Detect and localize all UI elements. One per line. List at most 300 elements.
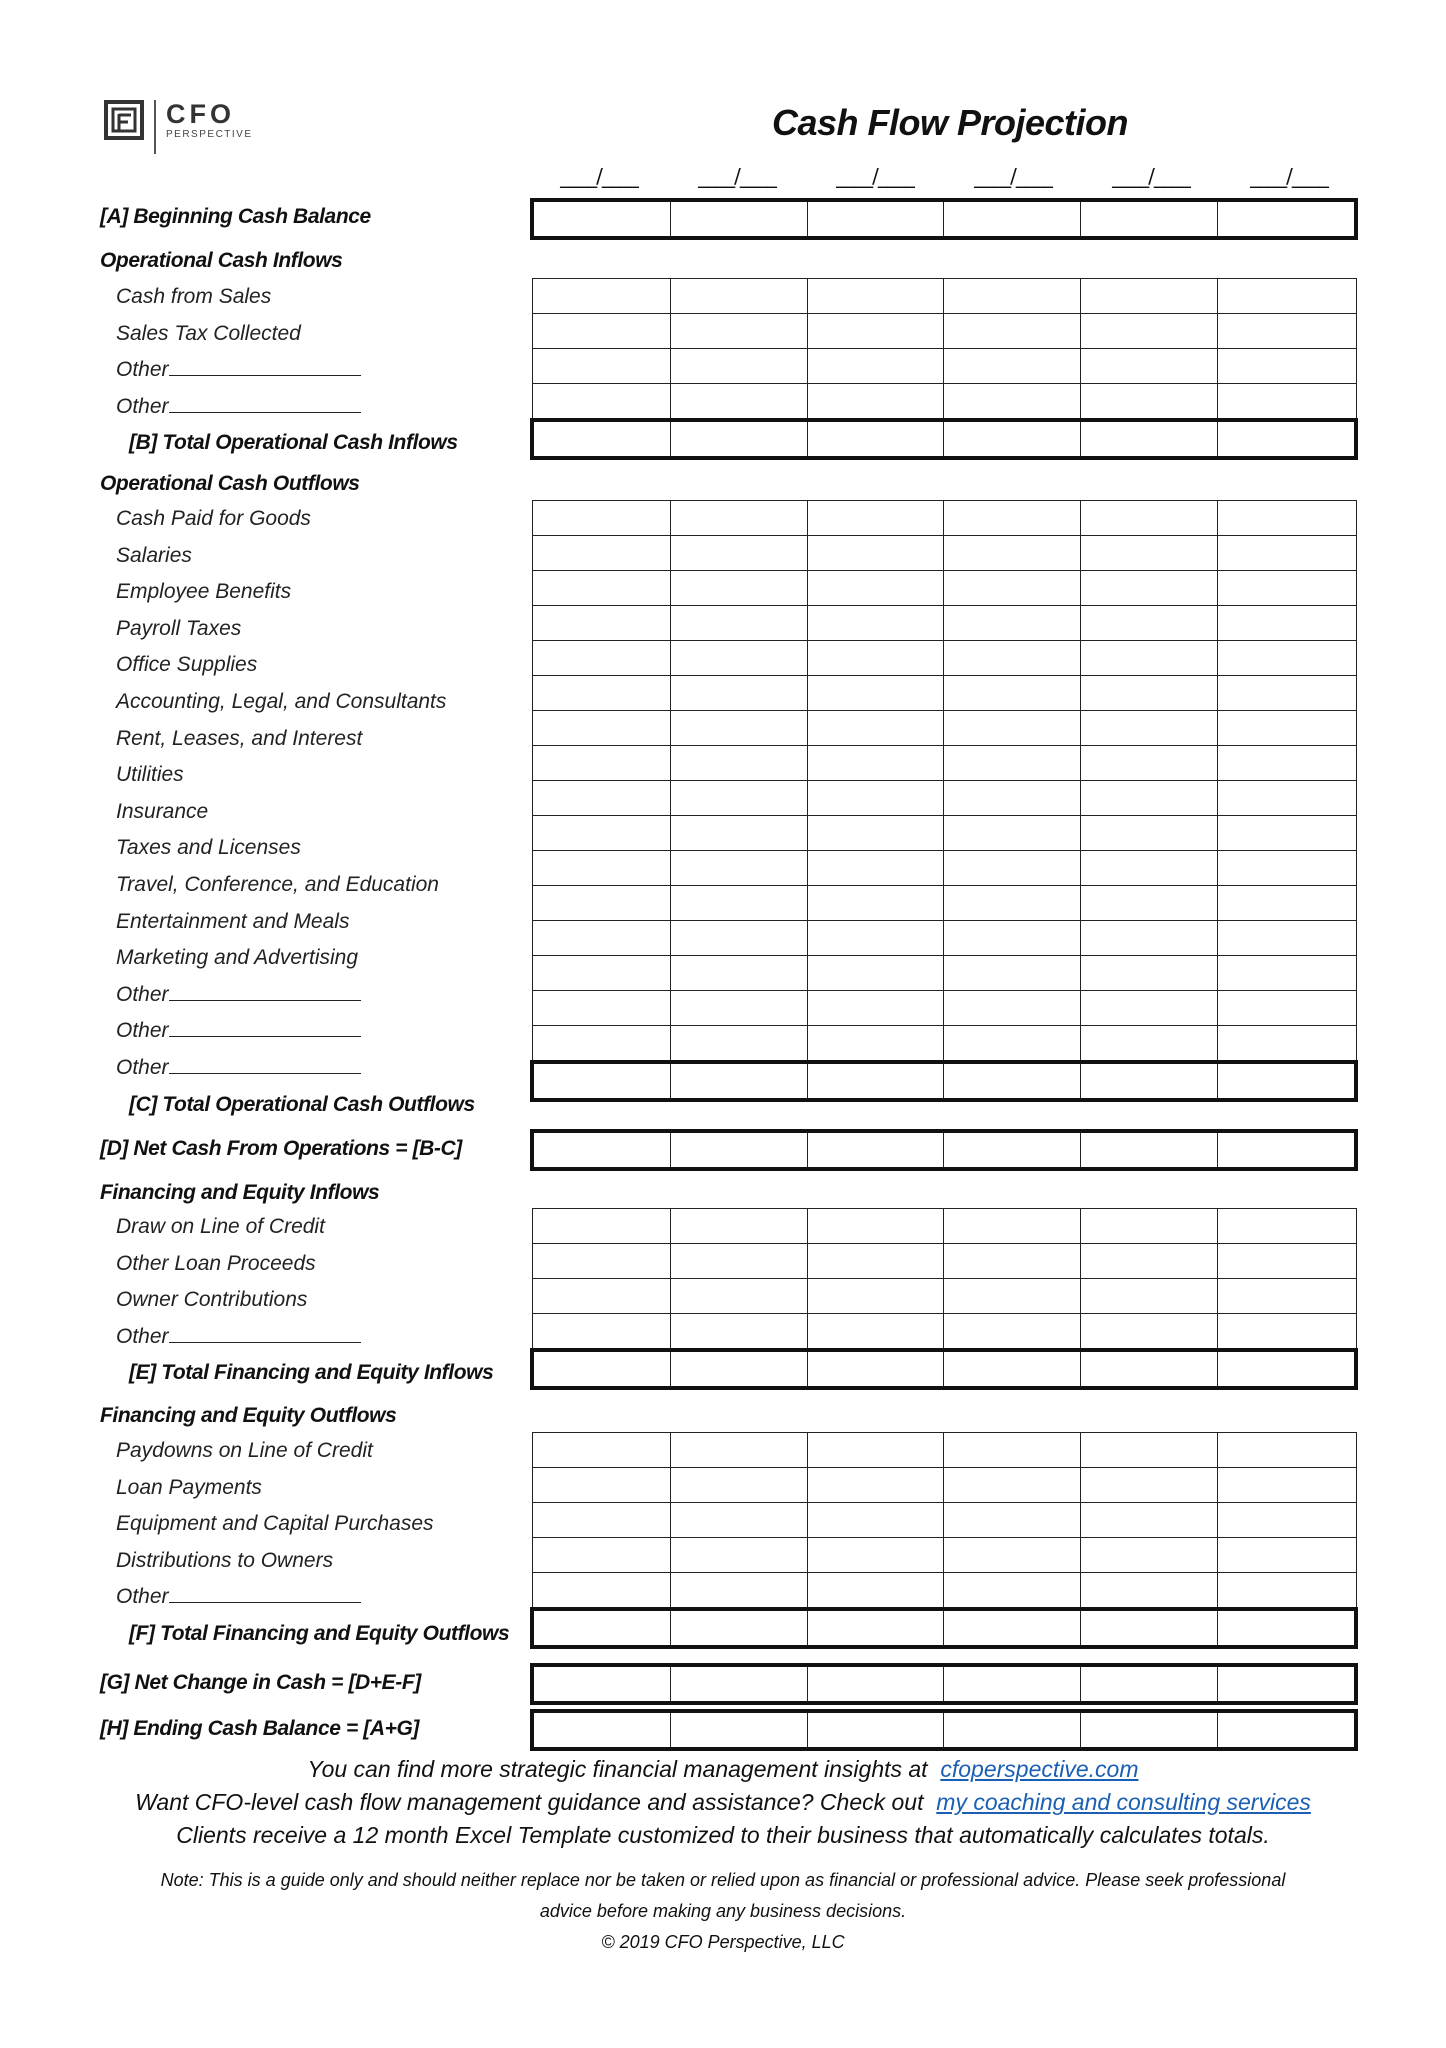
entry-cell[interactable]: [670, 781, 807, 816]
operational-inflows-item-3: [116, 357, 361, 383]
entry-cell[interactable]: [944, 1711, 1081, 1749]
date-header-3[interactable]: ____/____: [836, 164, 914, 188]
entry-cell[interactable]: [1081, 279, 1218, 314]
entry-cell[interactable]: [532, 851, 670, 886]
entry-cell[interactable]: [1218, 420, 1356, 458]
operational-outflows-item-3-text: Employee Benefits: [116, 580, 292, 604]
table-row: [532, 1026, 1356, 1063]
entry-cell[interactable]: [1218, 1665, 1356, 1703]
entry-cell[interactable]: [807, 1433, 944, 1468]
entry-cell[interactable]: [1218, 1609, 1356, 1647]
entry-cell[interactable]: [807, 746, 944, 781]
entry-cell[interactable]: [807, 571, 944, 606]
other-write-in-line[interactable]: [169, 1324, 361, 1343]
entry-cell[interactable]: [1081, 816, 1218, 851]
entry-cell[interactable]: [670, 1314, 807, 1351]
entry-cell[interactable]: [670, 536, 807, 571]
entry-cell[interactable]: [532, 1609, 670, 1647]
entry-cell[interactable]: [944, 1244, 1081, 1279]
net-cash-operations-label-text: [D] Net Cash From Operations = [B-C]: [100, 1137, 462, 1160]
entry-cell[interactable]: [944, 1279, 1081, 1314]
entry-cell[interactable]: [807, 711, 944, 746]
entry-cell[interactable]: [807, 501, 944, 536]
date-header-4[interactable]: ____/____: [974, 164, 1052, 188]
entry-cell[interactable]: [1081, 1573, 1218, 1610]
operational-outflows-item-8: [116, 762, 184, 788]
entry-cell[interactable]: [807, 991, 944, 1026]
entry-cell[interactable]: [532, 1468, 670, 1503]
entry-cell[interactable]: [670, 1433, 807, 1468]
entry-cell[interactable]: [1081, 606, 1218, 641]
entry-cell[interactable]: [532, 279, 670, 314]
footer-line-2-text: Want CFO-level cash flow management guidance and assistance? Check out: [135, 1789, 924, 1815]
financing-inflows-item-1-text: Draw on Line of Credit: [116, 1215, 325, 1238]
entry-cell[interactable]: [944, 314, 1081, 349]
entry-cell[interactable]: [1218, 886, 1356, 921]
entry-cell[interactable]: [944, 1350, 1081, 1388]
entry-cell[interactable]: [1218, 641, 1356, 676]
entry-cell[interactable]: [807, 1314, 944, 1351]
financing-outflows-item-4-text: Distributions to Owners: [116, 1548, 334, 1572]
financing-inflows-total-label-text: [E] Total Financing and Equity Inflows: [129, 1361, 494, 1385]
entry-cell[interactable]: [807, 1279, 944, 1314]
entry-cell[interactable]: [1081, 349, 1218, 384]
entry-cell[interactable]: [1081, 1665, 1218, 1703]
entry-cell[interactable]: [807, 1538, 944, 1573]
entry-cell[interactable]: [807, 606, 944, 641]
entry-cell[interactable]: [1081, 1609, 1218, 1647]
table-row: [532, 314, 1356, 349]
entry-cell[interactable]: [1081, 746, 1218, 781]
entry-cell[interactable]: [1081, 1244, 1218, 1279]
table-row: [532, 851, 1356, 886]
entry-cell[interactable]: [1218, 571, 1356, 606]
table-row: [532, 816, 1356, 851]
entry-cell[interactable]: [532, 1131, 670, 1169]
entry-cell[interactable]: [807, 886, 944, 921]
entry-cell[interactable]: [1218, 349, 1356, 384]
entry-cell[interactable]: [944, 1665, 1081, 1703]
operational-outflows-total-label-text: [C] Total Operational Cash Outflows: [129, 1092, 475, 1116]
entry-cell[interactable]: [670, 1711, 807, 1749]
entry-cell[interactable]: [1218, 921, 1356, 956]
financing-outflows-item-3-text: Equipment and Capital Purchases: [116, 1512, 434, 1536]
entry-cell[interactable]: [670, 1573, 807, 1610]
entry-cell[interactable]: [1218, 746, 1356, 781]
entry-cell[interactable]: [670, 1244, 807, 1279]
entry-cell[interactable]: [1081, 384, 1218, 421]
entry-cell[interactable]: [1218, 536, 1356, 571]
entry-cell[interactable]: [1218, 1131, 1356, 1169]
entry-cell[interactable]: [670, 676, 807, 711]
entry-cell[interactable]: [670, 1062, 807, 1100]
entry-cell[interactable]: [1218, 1503, 1356, 1538]
operational-outflows-item-2: [116, 543, 192, 569]
entry-cell[interactable]: [670, 200, 807, 238]
entry-cell[interactable]: [670, 1209, 807, 1244]
entry-cell[interactable]: [670, 501, 807, 536]
entry-cell[interactable]: [670, 571, 807, 606]
date-header-1[interactable]: ____/____: [560, 164, 638, 188]
entry-cell[interactable]: [532, 886, 670, 921]
table-row: [532, 1244, 1356, 1279]
entry-cell[interactable]: [944, 991, 1081, 1026]
financing-outflows-item-1-text: Paydowns on Line of Credit: [116, 1439, 373, 1462]
entry-cell[interactable]: [532, 501, 670, 536]
operational-inflows-item-1: [116, 284, 271, 310]
entry-cell[interactable]: [944, 349, 1081, 384]
entry-cell[interactable]: [1081, 501, 1218, 536]
entry-cell[interactable]: [807, 816, 944, 851]
entry-cell[interactable]: [1218, 781, 1356, 816]
entry-cell[interactable]: [670, 1609, 807, 1647]
entry-cell[interactable]: [670, 1503, 807, 1538]
operational-outflows-item-15-text: Other: [116, 1019, 169, 1043]
entry-cell[interactable]: [807, 1711, 944, 1749]
entry-cell[interactable]: [532, 1062, 670, 1100]
entry-cell[interactable]: [807, 1665, 944, 1703]
entry-cell[interactable]: [1218, 1573, 1356, 1610]
entry-cell[interactable]: [670, 991, 807, 1026]
entry-cell[interactable]: [1218, 314, 1356, 349]
entry-cell[interactable]: [532, 1711, 670, 1749]
entry-cell[interactable]: [944, 921, 1081, 956]
financing-outflows-total-label-text: [F] Total Financing and Equity Outflows: [129, 1622, 510, 1645]
financing-outflows-total-label: [129, 1621, 509, 1647]
entry-cell[interactable]: [532, 956, 670, 991]
entry-cell[interactable]: [670, 1026, 807, 1063]
entry-cell[interactable]: [532, 781, 670, 816]
entry-cell[interactable]: [1218, 1279, 1356, 1314]
financing-outflows-item-2: [116, 1475, 262, 1501]
entry-cell[interactable]: [944, 956, 1081, 991]
other-write-in-line[interactable]: [169, 982, 361, 1001]
entry-cell[interactable]: [670, 279, 807, 314]
entry-cell[interactable]: [532, 1244, 670, 1279]
entry-cell[interactable]: [1218, 1468, 1356, 1503]
entry-cell[interactable]: [944, 1468, 1081, 1503]
entry-cell[interactable]: [944, 746, 1081, 781]
entry-cell[interactable]: [670, 349, 807, 384]
entry-cell[interactable]: [670, 1665, 807, 1703]
entry-cell[interactable]: [670, 746, 807, 781]
entry-cell[interactable]: [1081, 676, 1218, 711]
entry-cell[interactable]: [807, 1244, 944, 1279]
entry-cell[interactable]: [944, 1314, 1081, 1351]
entry-cell[interactable]: [1081, 1503, 1218, 1538]
entry-cell[interactable]: [670, 641, 807, 676]
entry-cell[interactable]: [1081, 1711, 1218, 1749]
beginning-cash-balance-label: [100, 204, 371, 230]
table-row: [532, 1468, 1356, 1503]
entry-cell[interactable]: [944, 1209, 1081, 1244]
copyright: © 2019 CFO Perspective, LLC: [601, 1932, 845, 1952]
other-write-in-line[interactable]: [169, 1584, 361, 1603]
entry-cell[interactable]: [532, 676, 670, 711]
entry-cell[interactable]: [532, 711, 670, 746]
entry-cell[interactable]: [807, 921, 944, 956]
entry-cell[interactable]: [532, 641, 670, 676]
entry-cell[interactable]: [532, 420, 670, 458]
entry-cell[interactable]: [944, 420, 1081, 458]
entry-cell[interactable]: [532, 1665, 670, 1703]
financing-outflows-item-5-text: Other: [116, 1585, 169, 1609]
entry-cell[interactable]: [944, 1609, 1081, 1647]
entry-cell[interactable]: [944, 1131, 1081, 1169]
entry-cell[interactable]: [1218, 1314, 1356, 1351]
operational-outflows-heading: [100, 471, 360, 497]
entry-cell[interactable]: [532, 314, 670, 349]
financing-outflows-grid: [530, 1432, 1358, 1649]
entry-cell[interactable]: [532, 746, 670, 781]
entry-cell[interactable]: [944, 200, 1081, 238]
entry-cell[interactable]: [1218, 676, 1356, 711]
entry-cell[interactable]: [532, 991, 670, 1026]
entry-cell[interactable]: [944, 1503, 1081, 1538]
entry-cell[interactable]: [807, 1350, 944, 1388]
table-row: [532, 200, 1356, 238]
other-write-in-line[interactable]: [169, 357, 361, 376]
ending-cash-balance-label: [100, 1716, 419, 1742]
entry-cell[interactable]: [1218, 956, 1356, 991]
entry-cell[interactable]: [944, 851, 1081, 886]
entry-cell[interactable]: [807, 279, 944, 314]
entry-cell[interactable]: [532, 1573, 670, 1610]
entry-cell[interactable]: [1218, 606, 1356, 641]
entry-cell[interactable]: [670, 921, 807, 956]
operational-outflows-item-7-text: Rent, Leases, and Interest: [116, 726, 363, 750]
entry-cell[interactable]: [670, 956, 807, 991]
entry-cell[interactable]: [1081, 886, 1218, 921]
entry-cell[interactable]: [1081, 1468, 1218, 1503]
entry-cell[interactable]: [1218, 384, 1356, 421]
entry-cell[interactable]: [1081, 781, 1218, 816]
operational-outflows-item-3: [116, 579, 291, 605]
entry-cell[interactable]: [1081, 1433, 1218, 1468]
entry-cell[interactable]: [1218, 1026, 1356, 1063]
entry-cell[interactable]: [532, 571, 670, 606]
entry-cell[interactable]: [1218, 1062, 1356, 1100]
entry-cell[interactable]: [1218, 851, 1356, 886]
entry-cell[interactable]: [807, 314, 944, 349]
entry-cell[interactable]: [1218, 1538, 1356, 1573]
entry-cell[interactable]: [807, 1609, 944, 1647]
entry-cell[interactable]: [532, 1433, 670, 1468]
entry-cell[interactable]: [670, 420, 807, 458]
entry-cell[interactable]: [807, 1468, 944, 1503]
entry-cell[interactable]: [944, 676, 1081, 711]
entry-cell[interactable]: [807, 200, 944, 238]
entry-cell[interactable]: [944, 711, 1081, 746]
entry-cell[interactable]: [1081, 571, 1218, 606]
entry-cell[interactable]: [1081, 1062, 1218, 1100]
entry-cell[interactable]: [670, 314, 807, 349]
entry-cell[interactable]: [1218, 1209, 1356, 1244]
entry-cell[interactable]: [670, 886, 807, 921]
ending-cash-balance-label-text: [H] Ending Cash Balance = [A+G]: [100, 1717, 419, 1740]
entry-cell[interactable]: [532, 816, 670, 851]
entry-cell[interactable]: [944, 1062, 1081, 1100]
page-title: Cash Flow Projection: [771, 102, 1129, 143]
table-row: [532, 349, 1356, 384]
entry-cell[interactable]: [670, 1468, 807, 1503]
entry-cell[interactable]: [944, 606, 1081, 641]
entry-cell[interactable]: [807, 1573, 944, 1610]
entry-cell[interactable]: [670, 1131, 807, 1169]
entry-cell[interactable]: [1081, 1538, 1218, 1573]
entry-cell[interactable]: [670, 816, 807, 851]
entry-cell[interactable]: [670, 1279, 807, 1314]
entry-cell[interactable]: [944, 1433, 1081, 1468]
table-row: [532, 1503, 1356, 1538]
entry-cell[interactable]: [1218, 1350, 1356, 1388]
entry-cell[interactable]: [807, 420, 944, 458]
entry-cell[interactable]: [807, 349, 944, 384]
entry-cell[interactable]: [532, 1026, 670, 1063]
entry-cell[interactable]: [670, 711, 807, 746]
entry-cell[interactable]: [944, 384, 1081, 421]
operational-outflows-item-11: [116, 872, 439, 898]
entry-cell[interactable]: [1218, 1433, 1356, 1468]
entry-cell[interactable]: [1081, 641, 1218, 676]
entry-cell[interactable]: [944, 781, 1081, 816]
entry-cell[interactable]: [1081, 420, 1218, 458]
entry-cell[interactable]: [1081, 536, 1218, 571]
financing-inflows-item-3-text: Owner Contributions: [116, 1288, 308, 1312]
footer-line-2: [0, 1789, 1446, 1816]
date-header-6[interactable]: ____/____: [1250, 164, 1328, 188]
table-row: [532, 1279, 1356, 1314]
table-row: [532, 711, 1356, 746]
entry-cell[interactable]: [1218, 279, 1356, 314]
table-row: [532, 1609, 1356, 1647]
entry-cell[interactable]: [944, 886, 1081, 921]
entry-cell[interactable]: [807, 851, 944, 886]
date-header-5[interactable]: ____/____: [1112, 164, 1190, 188]
operational-outflows-item-13-text: Marketing and Advertising: [116, 946, 359, 970]
financing-inflows-heading: [100, 1180, 379, 1206]
entry-cell[interactable]: [807, 1062, 944, 1100]
table-row: [532, 279, 1356, 314]
entry-cell[interactable]: [1218, 816, 1356, 851]
entry-cell[interactable]: [670, 384, 807, 421]
entry-cell[interactable]: [807, 1026, 944, 1063]
entry-cell[interactable]: [670, 1350, 807, 1388]
entry-cell[interactable]: [532, 606, 670, 641]
entry-cell[interactable]: [807, 641, 944, 676]
entry-cell[interactable]: [1218, 991, 1356, 1026]
entry-cell[interactable]: [532, 1350, 670, 1388]
table-row: [532, 1131, 1356, 1169]
entry-cell[interactable]: [807, 384, 944, 421]
entry-cell[interactable]: [532, 200, 670, 238]
table-row: [532, 1209, 1356, 1244]
entry-cell[interactable]: [532, 349, 670, 384]
table-row: [532, 746, 1356, 781]
entry-cell[interactable]: [1081, 991, 1218, 1026]
entry-cell[interactable]: [944, 279, 1081, 314]
entry-cell[interactable]: [1081, 1350, 1218, 1388]
entry-cell[interactable]: [1218, 1711, 1356, 1749]
entry-cell[interactable]: [670, 1538, 807, 1573]
table-row: [532, 606, 1356, 641]
entry-cell[interactable]: [807, 676, 944, 711]
financing-inflows-item-4-text: Other: [116, 1324, 169, 1348]
entry-cell[interactable]: [1218, 1244, 1356, 1279]
entry-cell[interactable]: [1081, 711, 1218, 746]
entry-cell[interactable]: [944, 536, 1081, 571]
operational-outflows-total-label: [129, 1092, 475, 1118]
entry-cell[interactable]: [1081, 1209, 1218, 1244]
entry-cell[interactable]: [944, 641, 1081, 676]
entry-cell[interactable]: [944, 1538, 1081, 1573]
entry-cell[interactable]: [1081, 921, 1218, 956]
entry-cell[interactable]: [944, 571, 1081, 606]
entry-cell[interactable]: [532, 536, 670, 571]
operational-inflows-heading: [100, 248, 342, 274]
entry-cell[interactable]: [1081, 314, 1218, 349]
entry-cell[interactable]: [944, 1573, 1081, 1610]
entry-cell[interactable]: [532, 1279, 670, 1314]
other-write-in-line[interactable]: [169, 1018, 361, 1037]
financing-outflows-item-3: [116, 1511, 434, 1537]
entry-cell[interactable]: [532, 1503, 670, 1538]
entry-cell[interactable]: [1081, 1279, 1218, 1314]
entry-cell[interactable]: [1218, 501, 1356, 536]
entry-cell[interactable]: [532, 921, 670, 956]
entry-cell[interactable]: [532, 1538, 670, 1573]
entry-cell[interactable]: [1081, 956, 1218, 991]
entry-cell[interactable]: [807, 1503, 944, 1538]
entry-cell[interactable]: [1081, 1131, 1218, 1169]
entry-cell[interactable]: [944, 501, 1081, 536]
beginning-cash-balance-label-text: [A] Beginning Cash Balance: [100, 205, 371, 228]
entry-cell[interactable]: [807, 1209, 944, 1244]
entry-cell[interactable]: [807, 536, 944, 571]
entry-cell[interactable]: [944, 1026, 1081, 1063]
net-cash-operations-label: [100, 1136, 462, 1162]
entry-cell[interactable]: [1218, 200, 1356, 238]
operational-outflows-item-8-text: Utilities: [116, 763, 184, 787]
operational-outflows-item-9: [116, 799, 208, 825]
entry-cell[interactable]: [670, 851, 807, 886]
financing-inflows-item-1: [116, 1214, 325, 1240]
entry-cell[interactable]: [532, 1314, 670, 1351]
entry-cell[interactable]: [807, 781, 944, 816]
entry-cell[interactable]: [807, 1131, 944, 1169]
cfoperspective-link[interactable]: cfoperspective.com: [940, 1756, 1139, 1782]
entry-cell[interactable]: [944, 816, 1081, 851]
table-row: [532, 956, 1356, 991]
entry-cell[interactable]: [1081, 851, 1218, 886]
entry-cell[interactable]: [1218, 711, 1356, 746]
other-write-in-line[interactable]: [169, 1055, 361, 1074]
entry-cell[interactable]: [1081, 1314, 1218, 1351]
net-change-cash-label: [100, 1670, 421, 1696]
table-row: [532, 501, 1356, 536]
entry-cell[interactable]: [670, 606, 807, 641]
date-header-2[interactable]: ____/____: [698, 164, 776, 188]
net-cash-operations-grid: [530, 1129, 1358, 1171]
other-write-in-line[interactable]: [169, 394, 361, 413]
coaching-services-link[interactable]: my coaching and consulting services: [936, 1789, 1311, 1815]
entry-cell[interactable]: [1081, 1026, 1218, 1063]
entry-cell[interactable]: [807, 956, 944, 991]
entry-cell[interactable]: [532, 384, 670, 421]
operational-outflows-item-5: [116, 652, 257, 678]
entry-cell[interactable]: [532, 1209, 670, 1244]
entry-cell[interactable]: [1081, 200, 1218, 238]
